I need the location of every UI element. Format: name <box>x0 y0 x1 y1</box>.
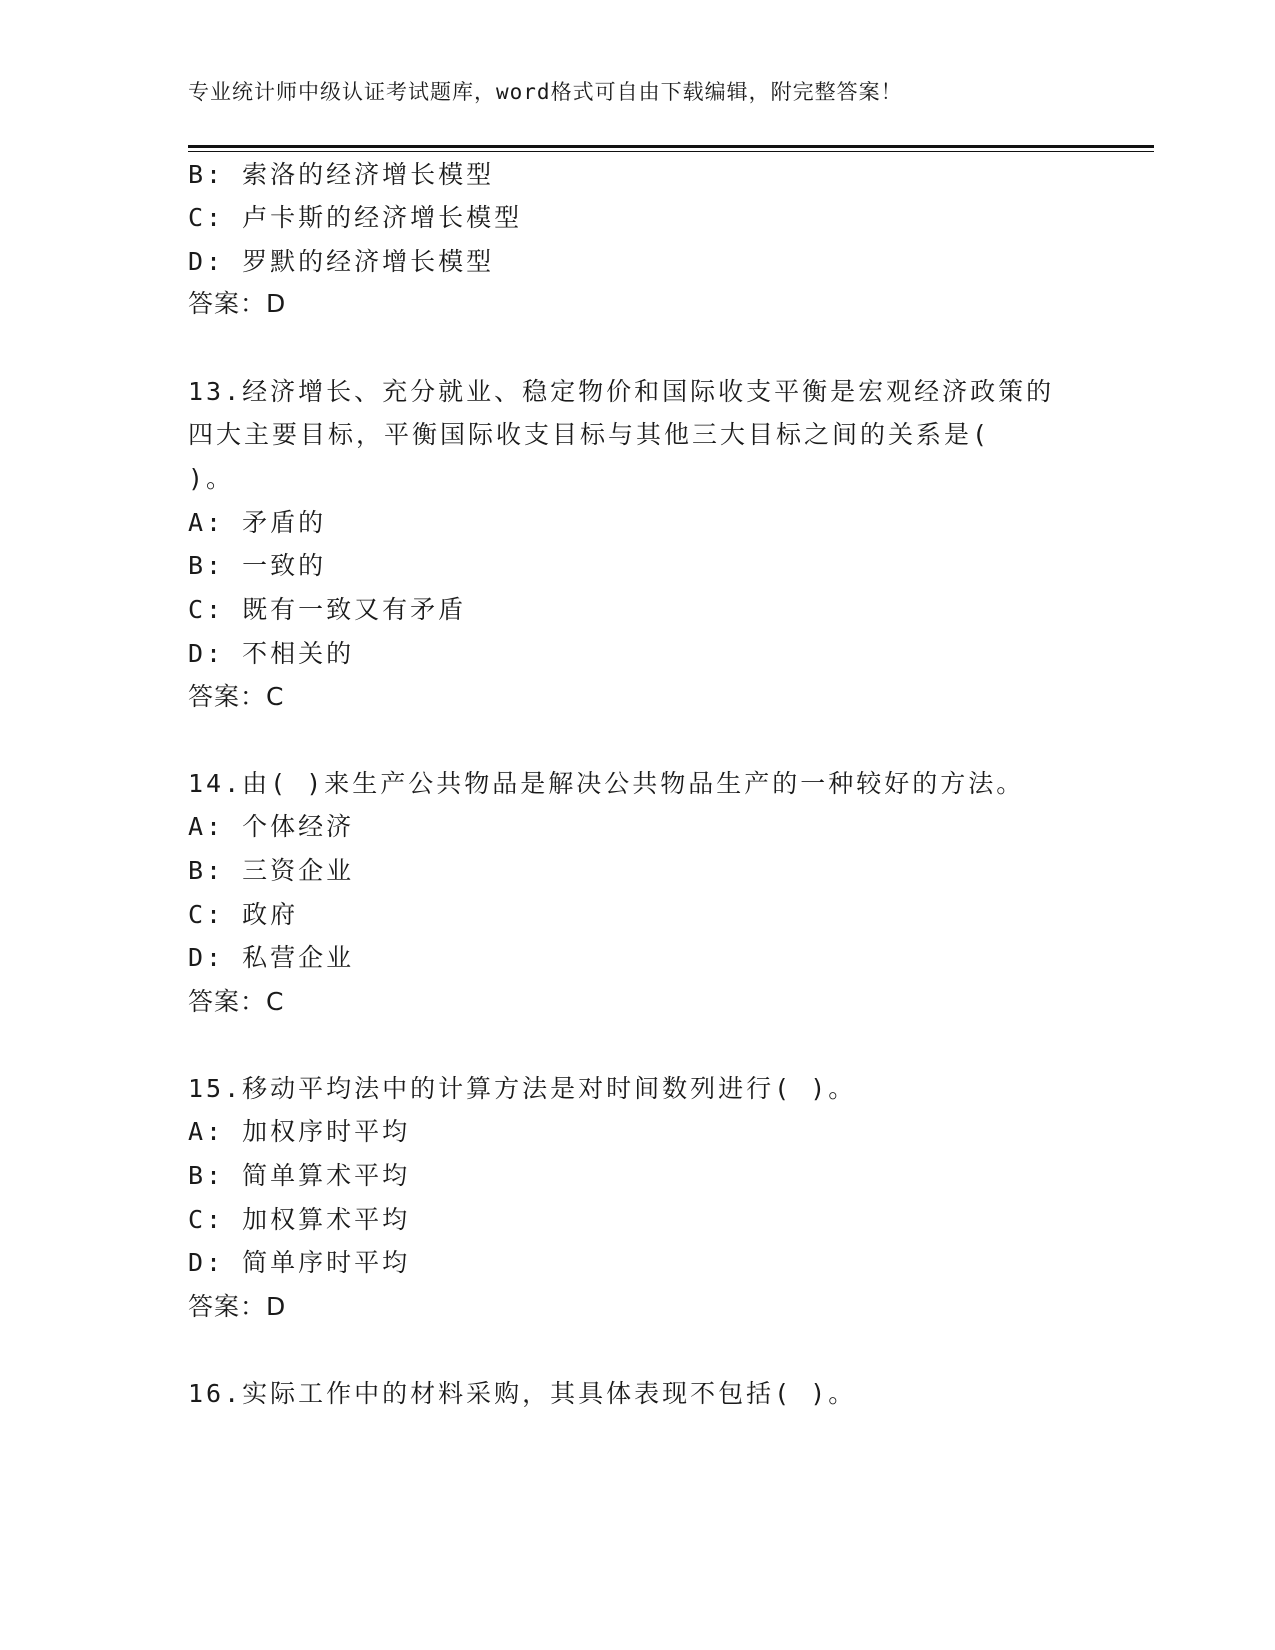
q14-option-c: C: 政府 <box>188 900 299 929</box>
q15-option-d: D: 简单序时平均 <box>188 1248 411 1277</box>
q15-option-c: C: 加权算术平均 <box>188 1205 411 1234</box>
q12-option-d: D: 罗默的经济增长模型 <box>188 247 495 276</box>
q13-stem-line-2: 四大主要目标，平衡国际收支目标与其他三大目标之间的关系是( <box>188 420 991 449</box>
q15-stem: 15.移动平均法中的计算方法是对时间数列进行( )。 <box>188 1074 857 1103</box>
q14-option-d: D: 私营企业 <box>188 943 355 972</box>
header-title: 专业统计师中级认证考试题库，word格式可自由下载编辑，附完整答案！ <box>188 80 903 104</box>
q13-stem-line-1: 13.经济增长、充分就业、稳定物价和国际收支平衡是宏观经济政策的 <box>188 377 1055 406</box>
q12-option-b: B: 索洛的经济增长模型 <box>188 160 495 189</box>
q12-option-c: C: 卢卡斯的经济增长模型 <box>188 203 523 232</box>
q13-option-d: D: 不相关的 <box>188 639 355 668</box>
q14-stem: 14.由( )来生产公共物品是解决公共物品生产的一种较好的方法。 <box>188 769 1025 798</box>
q16-stem: 16.实际工作中的材料采购，其具体表现不包括( )。 <box>188 1379 857 1408</box>
q13-stem-line-3: )。 <box>188 464 235 493</box>
q15-option-b: B: 简单算术平均 <box>188 1161 411 1190</box>
q14-option-a: A: 个体经济 <box>188 812 355 841</box>
q14-option-b: B: 三资企业 <box>188 856 355 885</box>
q13-option-a: A: 矛盾的 <box>188 508 327 537</box>
header-rule-thin <box>188 151 1154 152</box>
q13-option-b: B: 一致的 <box>188 551 327 580</box>
q15-option-a: A: 加权序时平均 <box>188 1117 411 1146</box>
q12-answer: 答案：D <box>188 289 287 318</box>
q13-option-c: C: 既有一致又有矛盾 <box>188 595 467 624</box>
q14-answer: 答案：C <box>188 987 285 1016</box>
q13-answer: 答案：C <box>188 682 285 711</box>
q15-answer: 答案：D <box>188 1292 287 1321</box>
header-rule-thick <box>188 145 1154 148</box>
